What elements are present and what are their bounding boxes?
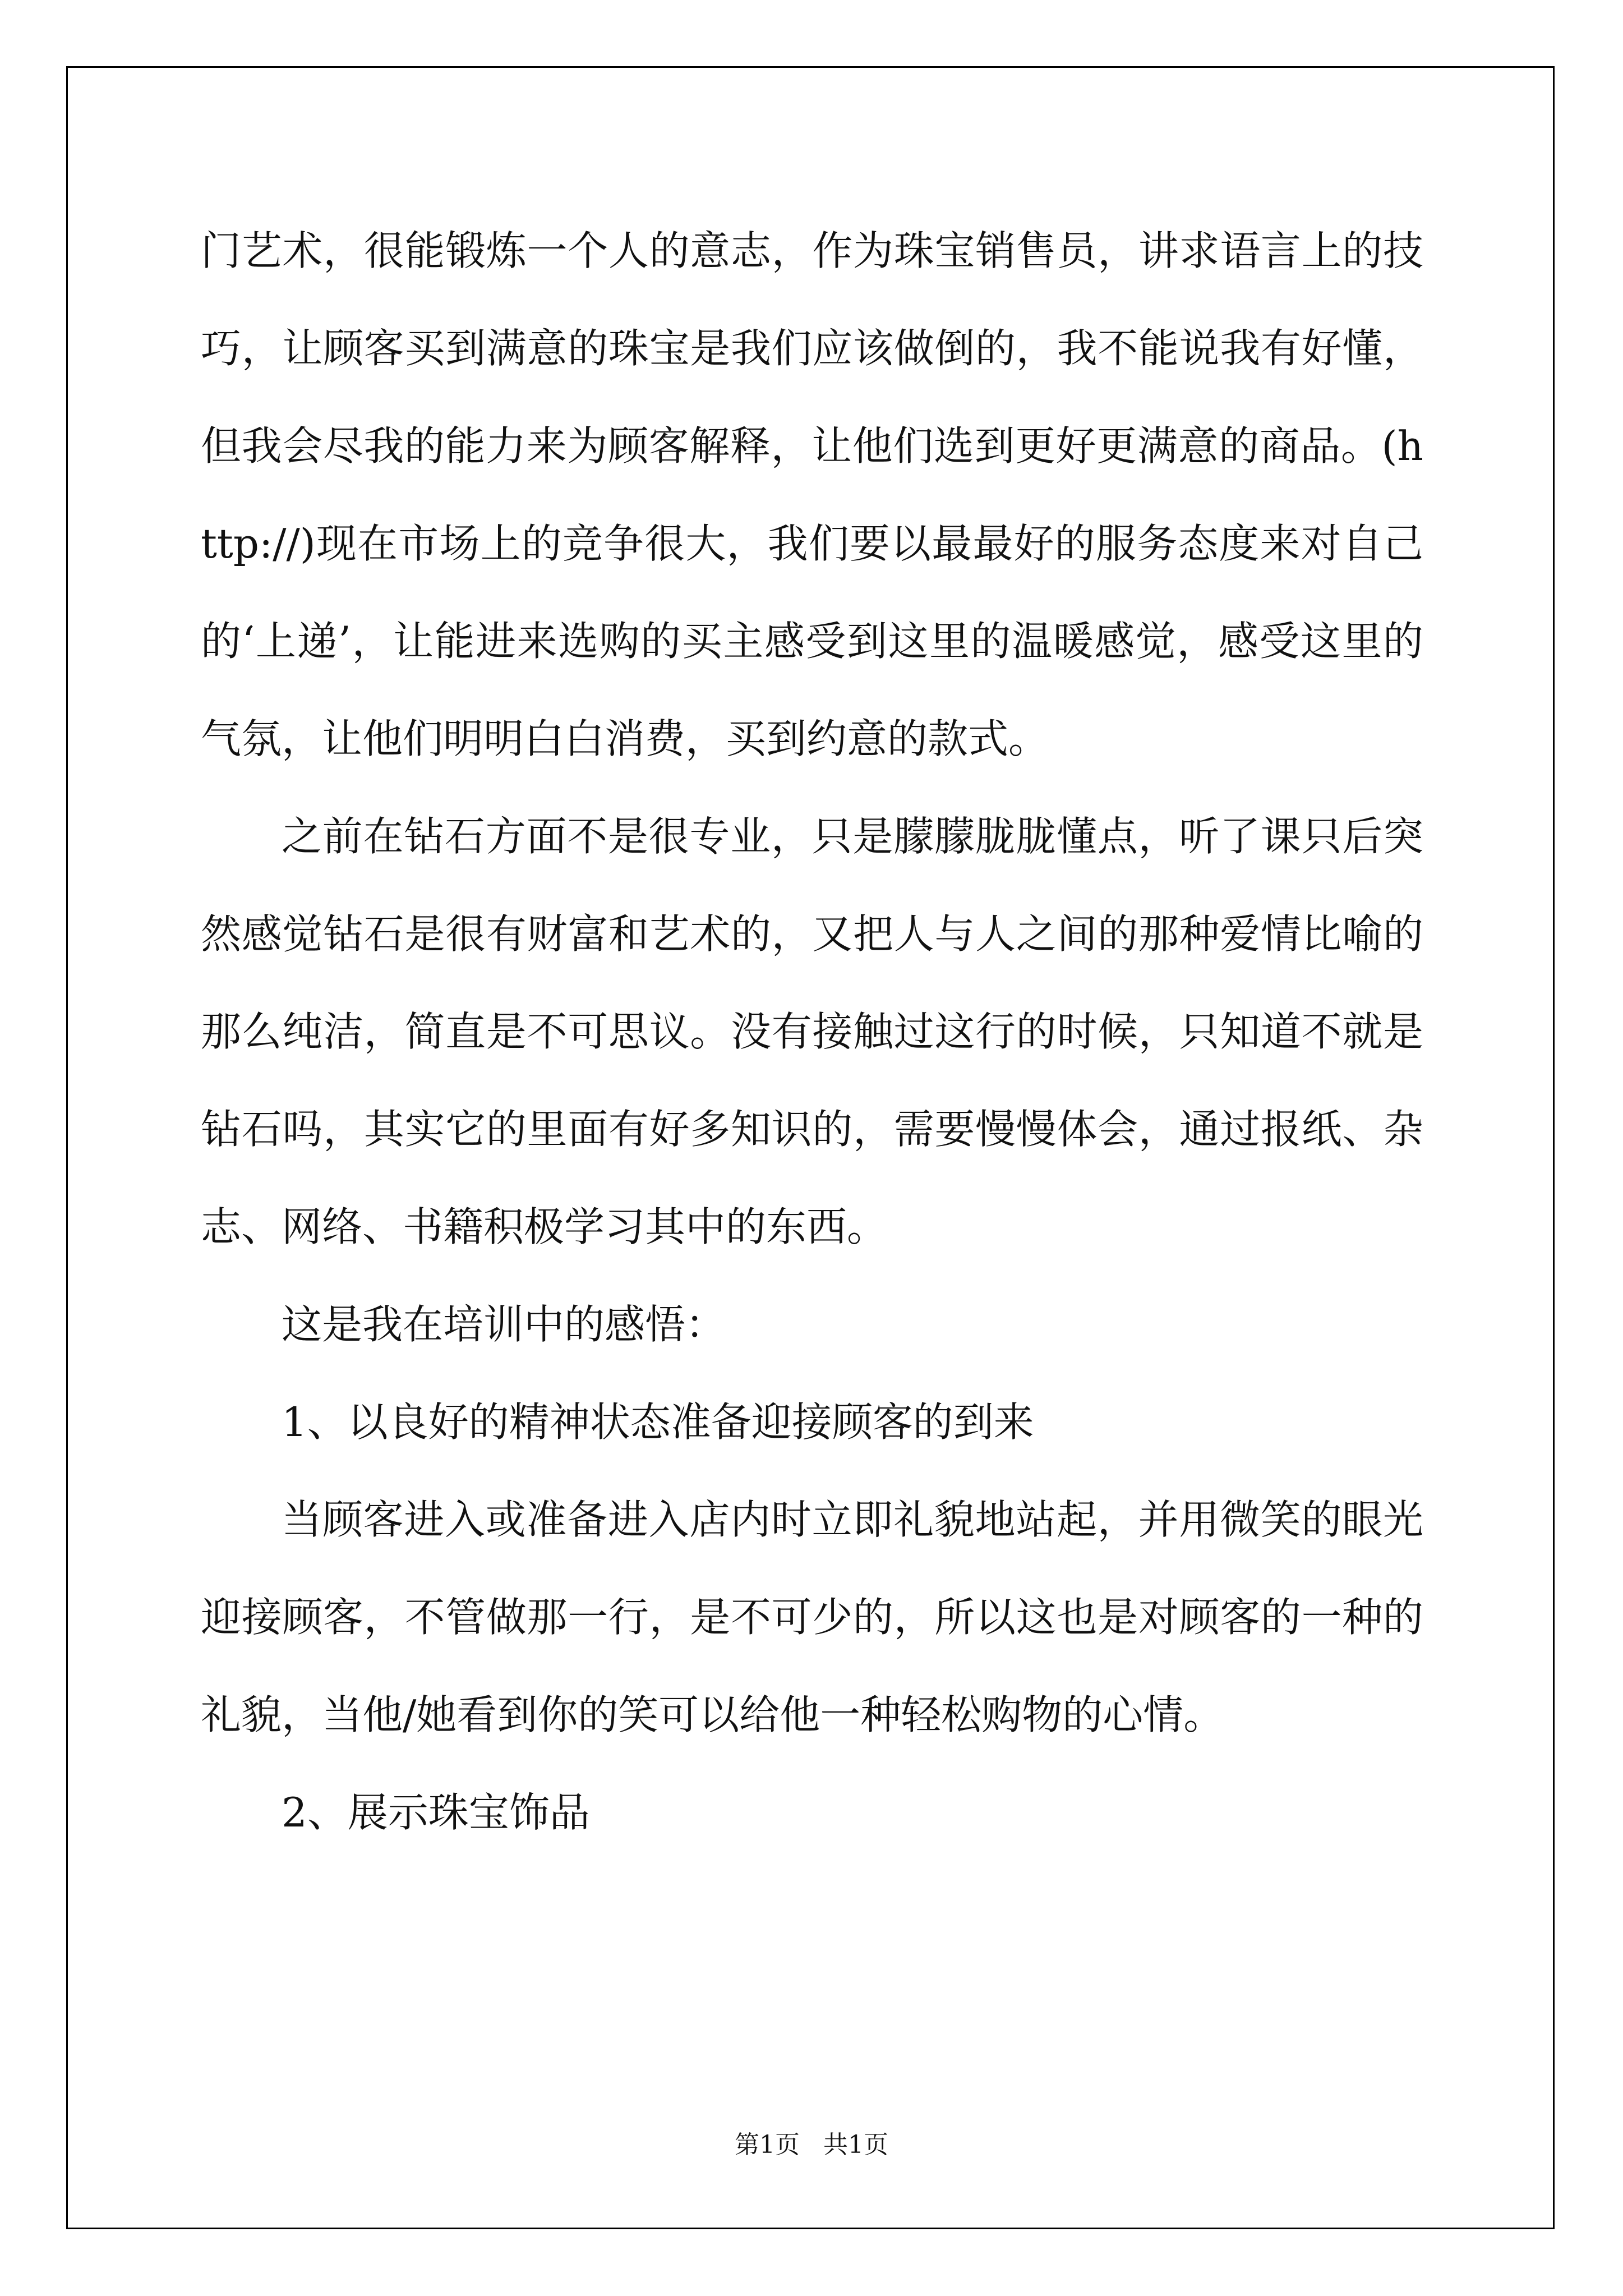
paragraph-6-heading: 2、展示珠宝饰品 [282,1789,590,1836]
paragraph-5: 当顾客进入或准备进入店内时立即礼貌地站起，并用微笑的眼光迎接顾客，不管做那一行，是不可少的，所以这也是对顾客的一种的礼貌，当他/她看到你的笑可以给他一种轻松购物的心情。 [201,1496,1423,1738]
document-body [201,202,1423,1861]
page-number: 第1页 [735,2131,800,2159]
paragraph-2: 之前在钻石方面不是很专业，只是朦朦胧胧懂点，听了课只后突然感觉钻石是很有财富和艺术的，又把人与人之间的那种爱情比喻的那么纯洁，简直是不可思议。没有接触过这行的时候，只知道不就是钻石吗，其实它的里面有好多知识的，需要慢慢体会，通过报纸、杂志、网络、书籍积极学习其中的东西。 [201,813,1423,1250]
page-total: 共1页 [823,2131,888,2159]
page-footer [0,2128,1623,2162]
paragraph-1: 门艺术，很能锻炼一个人的意志，作为珠宝销售员，讲求语言上的技巧，让顾客买到满意的珠宝是我们应该做倒的，我不能说我有好懂，但我会尽我的能力来为顾客解释，让他们选到更好更满意的商品。(http://)现在市场上的竞争很大，我们要以最最好的服务态度来对自己的‘上递’，让能进来选购的买主感受到这里的温暖感觉，感受这里的气氛，让他们明明白白消费，买到约意的款式。 [201,227,1423,762]
paragraph-4-heading: 1、以良好的精神状态准备迎接顾客的到来 [282,1398,1034,1446]
paragraph-3: 这是我在培训中的感悟： [282,1301,726,1348]
